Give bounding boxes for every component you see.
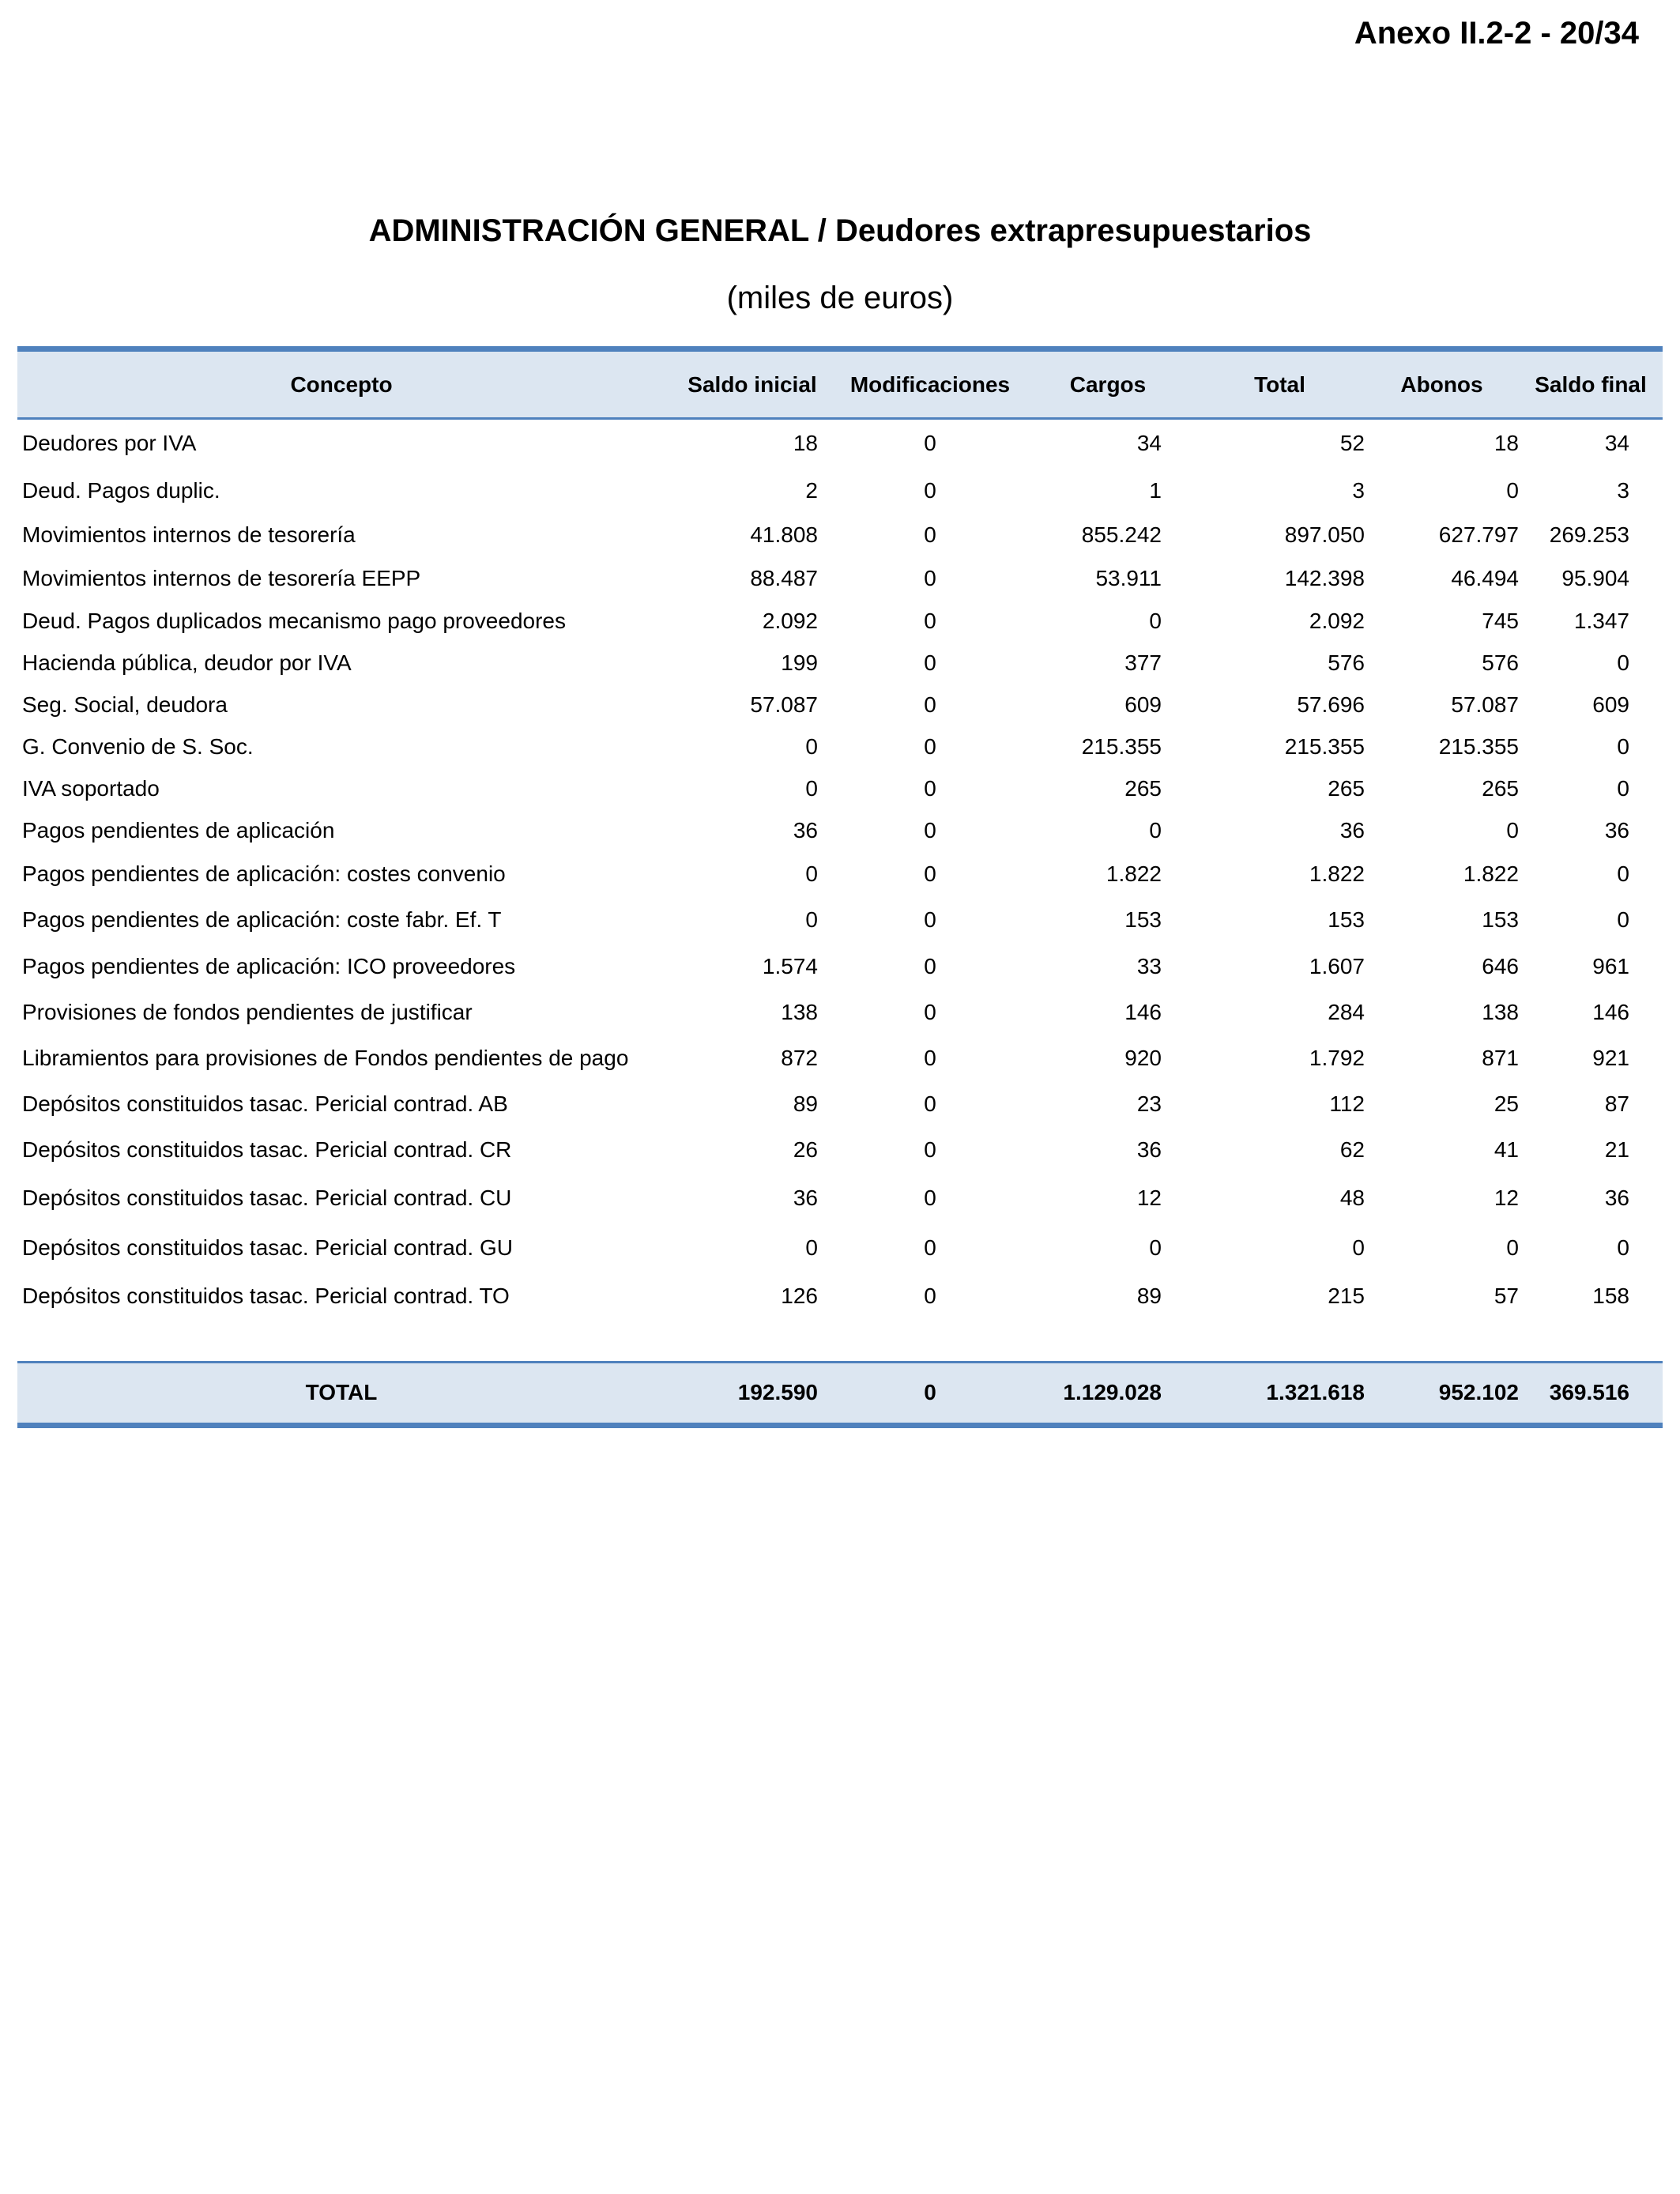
cell-cargos: 33 bbox=[1136, 953, 1162, 978]
cell-abonos: 138 bbox=[1482, 999, 1519, 1024]
cell-total: 215 bbox=[1328, 1283, 1365, 1308]
row-spacer bbox=[17, 1320, 1663, 1363]
cell-total: 52 bbox=[1339, 431, 1365, 456]
cell-saldo-final: 0 bbox=[1617, 776, 1629, 801]
cell-saldo-inicial: 36 bbox=[793, 818, 818, 843]
cell-concepto: Libramientos para provisiones de Fondos pendientes de pago bbox=[22, 1045, 629, 1070]
cell-abonos: 0 bbox=[1506, 818, 1519, 843]
cell-concepto: Hacienda pública, deudor por IVA bbox=[22, 650, 352, 675]
cell-abonos: 0 bbox=[1506, 477, 1519, 503]
cell-modificaciones: 0 bbox=[924, 776, 936, 801]
header-total: Total bbox=[1195, 349, 1365, 419]
table-row bbox=[17, 684, 1663, 726]
cell-cargos: 89 bbox=[1136, 1283, 1162, 1308]
cell-modificaciones: 0 bbox=[924, 1235, 936, 1260]
cell-total: 153 bbox=[1328, 907, 1365, 932]
cell-abonos: 215.355 bbox=[1438, 734, 1519, 759]
cell-total: 57.696 bbox=[1297, 692, 1365, 717]
cell-concepto: Depósitos constituidos tasac. Pericial contrad. GU bbox=[22, 1235, 513, 1260]
cell-total: 62 bbox=[1339, 1137, 1365, 1162]
cell-abonos: 0 bbox=[1506, 1235, 1519, 1260]
total-saldo-inicial: 192.590 bbox=[665, 1362, 839, 1425]
cell-saldo-final: 34 bbox=[1604, 431, 1629, 456]
cell-concepto: Deudores por IVA bbox=[22, 431, 197, 456]
table-row bbox=[17, 1223, 1663, 1272]
table-row bbox=[17, 768, 1663, 810]
cell-saldo-final: 146 bbox=[1592, 999, 1629, 1024]
cell-abonos: 871 bbox=[1482, 1045, 1519, 1070]
cell-concepto: Deud. Pagos duplic. bbox=[22, 477, 220, 503]
table-header bbox=[17, 349, 1663, 419]
cell-cargos: 146 bbox=[1124, 999, 1162, 1024]
table-row bbox=[17, 852, 1663, 896]
cell-total: 576 bbox=[1328, 650, 1365, 675]
cell-concepto: Pagos pendientes de aplicación: costes convenio bbox=[22, 861, 506, 886]
cell-saldo-final: 21 bbox=[1604, 1137, 1629, 1162]
cell-modificaciones: 0 bbox=[924, 818, 936, 843]
table-row bbox=[17, 468, 1663, 514]
table-row bbox=[17, 643, 1663, 684]
cell-cargos: 53.911 bbox=[1095, 566, 1162, 590]
cell-abonos: 57.087 bbox=[1451, 692, 1519, 717]
cell-concepto: Depósitos constituidos tasac. Pericial contrad. AB bbox=[22, 1091, 508, 1116]
cell-saldo-final: 95.904 bbox=[1561, 566, 1629, 590]
cell-cargos: 0 bbox=[1149, 818, 1162, 843]
cell-cargos: 12 bbox=[1136, 1185, 1162, 1210]
cell-modificaciones: 0 bbox=[924, 1185, 936, 1210]
table-row bbox=[17, 990, 1663, 1035]
cell-concepto: IVA soportado bbox=[22, 776, 160, 801]
total-modificaciones: 0 bbox=[839, 1362, 1021, 1425]
table-row bbox=[17, 1272, 1663, 1320]
cell-abonos: 46.494 bbox=[1451, 566, 1519, 590]
cell-modificaciones: 0 bbox=[924, 566, 936, 590]
spacer-cell bbox=[17, 1320, 1663, 1363]
cell-saldo-final: 0 bbox=[1617, 734, 1629, 759]
cell-saldo-inicial: 0 bbox=[805, 734, 818, 759]
cell-total: 3 bbox=[1352, 477, 1365, 503]
cell-cargos: 1.822 bbox=[1106, 861, 1162, 886]
cell-concepto: Movimientos internos de tesorería bbox=[22, 522, 356, 547]
cell-cargos: 23 bbox=[1136, 1091, 1162, 1116]
cell-concepto: Deud. Pagos duplicados mecanismo pago proveedores bbox=[22, 609, 566, 633]
cell-concepto: Provisiones de fondos pendientes de justificar bbox=[22, 999, 473, 1024]
cell-cargos: 855.242 bbox=[1081, 522, 1162, 547]
cell-total: 36 bbox=[1339, 818, 1365, 843]
cell-saldo-final: 36 bbox=[1604, 818, 1629, 843]
cell-saldo-final: 87 bbox=[1604, 1091, 1629, 1116]
cell-modificaciones: 0 bbox=[924, 1091, 936, 1116]
header-concepto: Concepto bbox=[17, 349, 665, 419]
cell-cargos: 609 bbox=[1124, 692, 1162, 717]
table-footer bbox=[17, 1362, 1663, 1425]
cell-saldo-inicial: 0 bbox=[805, 907, 818, 932]
cell-cargos: 0 bbox=[1149, 609, 1162, 633]
cell-total: 142.398 bbox=[1284, 566, 1365, 590]
cell-cargos: 36 bbox=[1136, 1137, 1162, 1162]
table-row bbox=[17, 896, 1663, 944]
cell-saldo-final: 158 bbox=[1592, 1283, 1629, 1308]
cell-saldo-inicial: 26 bbox=[793, 1137, 818, 1162]
cell-saldo-final: 0 bbox=[1617, 650, 1629, 675]
cell-saldo-inicial: 0 bbox=[805, 1235, 818, 1260]
cell-total: 897.050 bbox=[1284, 522, 1365, 547]
cell-saldo-inicial: 41.808 bbox=[750, 522, 818, 547]
cell-concepto: Depósitos constituidos tasac. Pericial contrad. CU bbox=[22, 1185, 512, 1210]
total-total: 1.321.618 bbox=[1195, 1362, 1365, 1425]
table-row bbox=[17, 514, 1663, 557]
cell-saldo-inicial: 126 bbox=[781, 1283, 818, 1308]
table-row bbox=[17, 419, 1663, 468]
table-body bbox=[17, 419, 1663, 1363]
cell-saldo-inicial: 88.487 bbox=[750, 566, 818, 590]
cell-modificaciones: 0 bbox=[924, 609, 936, 633]
cell-total: 1.792 bbox=[1309, 1045, 1365, 1070]
total-abonos: 952.102 bbox=[1365, 1362, 1519, 1425]
cell-total: 284 bbox=[1328, 999, 1365, 1024]
cell-saldo-final: 0 bbox=[1617, 907, 1629, 932]
cell-modificaciones: 0 bbox=[924, 522, 936, 547]
cell-cargos: 1 bbox=[1149, 477, 1162, 503]
units-subtitle: (miles de euros) bbox=[726, 281, 954, 315]
cell-modificaciones: 0 bbox=[924, 1283, 936, 1308]
table-row bbox=[17, 726, 1663, 768]
cell-total: 48 bbox=[1339, 1185, 1365, 1210]
cell-total: 1.822 bbox=[1309, 861, 1365, 886]
cell-total: 2.092 bbox=[1309, 609, 1365, 633]
debtors-table bbox=[17, 346, 1663, 1428]
cell-modificaciones: 0 bbox=[924, 861, 936, 886]
cell-abonos: 745 bbox=[1482, 609, 1519, 633]
cell-concepto: Pagos pendientes de aplicación: coste fabr. Ef. T bbox=[22, 907, 502, 932]
table-row bbox=[17, 810, 1663, 852]
cell-abonos: 1.822 bbox=[1463, 861, 1519, 886]
cell-saldo-final: 0 bbox=[1617, 861, 1629, 886]
cell-concepto: Depósitos constituidos tasac. Pericial contrad. CR bbox=[22, 1137, 512, 1162]
cell-concepto: Movimientos internos de tesorería EEPP bbox=[22, 566, 421, 590]
cell-modificaciones: 0 bbox=[924, 734, 936, 759]
header-abonos: Abonos bbox=[1365, 349, 1519, 419]
cell-concepto: Pagos pendientes de aplicación bbox=[22, 818, 335, 843]
cell-total: 215.355 bbox=[1284, 734, 1365, 759]
table-row bbox=[17, 1035, 1663, 1081]
cell-saldo-inicial: 57.087 bbox=[750, 692, 818, 717]
cell-abonos: 41 bbox=[1494, 1137, 1519, 1162]
cell-modificaciones: 0 bbox=[924, 1137, 936, 1162]
header-modificaciones: Modificaciones bbox=[839, 349, 1021, 419]
table-row bbox=[17, 1127, 1663, 1173]
cell-modificaciones: 0 bbox=[924, 999, 936, 1024]
header-cargos: Cargos bbox=[1021, 349, 1195, 419]
cell-cargos: 34 bbox=[1136, 431, 1162, 456]
cell-concepto: Pagos pendientes de aplicación: ICO proveedores bbox=[22, 953, 516, 978]
cell-total: 0 bbox=[1352, 1235, 1365, 1260]
cell-saldo-final: 609 bbox=[1592, 692, 1629, 717]
cell-cargos: 215.355 bbox=[1081, 734, 1162, 759]
cell-cargos: 0 bbox=[1149, 1235, 1162, 1260]
header-saldo-inicial: Saldo inicial bbox=[665, 349, 839, 419]
cell-saldo-inicial: 0 bbox=[805, 776, 818, 801]
cell-saldo-inicial: 2 bbox=[805, 477, 818, 503]
cell-modificaciones: 0 bbox=[924, 431, 936, 456]
cell-abonos: 576 bbox=[1482, 650, 1519, 675]
cell-saldo-inicial: 872 bbox=[781, 1045, 818, 1070]
page-title: ADMINISTRACIÓN GENERAL / Deudores extrapresupuestarios bbox=[368, 213, 1312, 248]
cell-saldo-final: 921 bbox=[1592, 1045, 1629, 1070]
cell-modificaciones: 0 bbox=[924, 477, 936, 503]
cell-concepto: G. Convenio de S. Soc. bbox=[22, 734, 254, 759]
cell-saldo-inicial: 36 bbox=[793, 1185, 818, 1210]
cell-abonos: 12 bbox=[1494, 1185, 1519, 1210]
cell-concepto: Seg. Social, deudora bbox=[22, 692, 228, 717]
cell-total: 112 bbox=[1329, 1091, 1365, 1116]
total-saldo-final: 369.516 bbox=[1519, 1362, 1663, 1425]
cell-concepto: Depósitos constituidos tasac. Pericial contrad. TO bbox=[22, 1283, 510, 1308]
annex-page-label: Anexo II.2-2 - 20/34 bbox=[1354, 16, 1639, 51]
table-row bbox=[17, 601, 1663, 643]
table-row bbox=[17, 1173, 1663, 1223]
table-row bbox=[17, 557, 1663, 601]
cell-saldo-final: 36 bbox=[1604, 1185, 1629, 1210]
cell-total: 1.607 bbox=[1309, 953, 1365, 978]
cell-saldo-inicial: 18 bbox=[793, 431, 818, 456]
cell-saldo-inicial: 0 bbox=[805, 861, 818, 886]
table-row bbox=[17, 944, 1663, 990]
total-label: TOTAL bbox=[17, 1362, 665, 1425]
cell-modificaciones: 0 bbox=[924, 650, 936, 675]
cell-abonos: 627.797 bbox=[1438, 522, 1519, 547]
cell-abonos: 153 bbox=[1482, 907, 1519, 932]
header-saldo-final: Saldo final bbox=[1519, 349, 1663, 419]
cell-modificaciones: 0 bbox=[924, 907, 936, 932]
cell-abonos: 646 bbox=[1482, 953, 1519, 978]
cell-saldo-inicial: 199 bbox=[781, 650, 818, 675]
cell-modificaciones: 0 bbox=[924, 692, 936, 717]
cell-saldo-final: 3 bbox=[1617, 477, 1629, 503]
table-row bbox=[17, 1081, 1663, 1127]
cell-cargos: 920 bbox=[1124, 1045, 1162, 1070]
cell-cargos: 377 bbox=[1124, 650, 1162, 675]
cell-abonos: 25 bbox=[1494, 1091, 1519, 1116]
cell-cargos: 153 bbox=[1124, 907, 1162, 932]
cell-saldo-final: 0 bbox=[1617, 1235, 1629, 1260]
cell-saldo-final: 269.253 bbox=[1549, 522, 1629, 547]
header-row bbox=[17, 349, 1663, 419]
cell-abonos: 57 bbox=[1494, 1283, 1519, 1308]
cell-abonos: 18 bbox=[1494, 431, 1519, 456]
cell-abonos: 265 bbox=[1482, 776, 1519, 801]
cell-saldo-inicial: 1.574 bbox=[762, 953, 818, 978]
cell-saldo-final: 1.347 bbox=[1573, 609, 1629, 633]
cell-saldo-inicial: 89 bbox=[793, 1091, 818, 1116]
cell-saldo-final: 961 bbox=[1592, 953, 1629, 978]
cell-modificaciones: 0 bbox=[924, 1045, 936, 1070]
cell-total: 265 bbox=[1328, 776, 1365, 801]
cell-saldo-inicial: 138 bbox=[781, 999, 818, 1024]
total-row bbox=[17, 1362, 1663, 1425]
total-cargos: 1.129.028 bbox=[1021, 1362, 1195, 1425]
cell-cargos: 265 bbox=[1124, 776, 1162, 801]
cell-modificaciones: 0 bbox=[924, 953, 936, 978]
cell-saldo-inicial: 2.092 bbox=[762, 609, 818, 633]
